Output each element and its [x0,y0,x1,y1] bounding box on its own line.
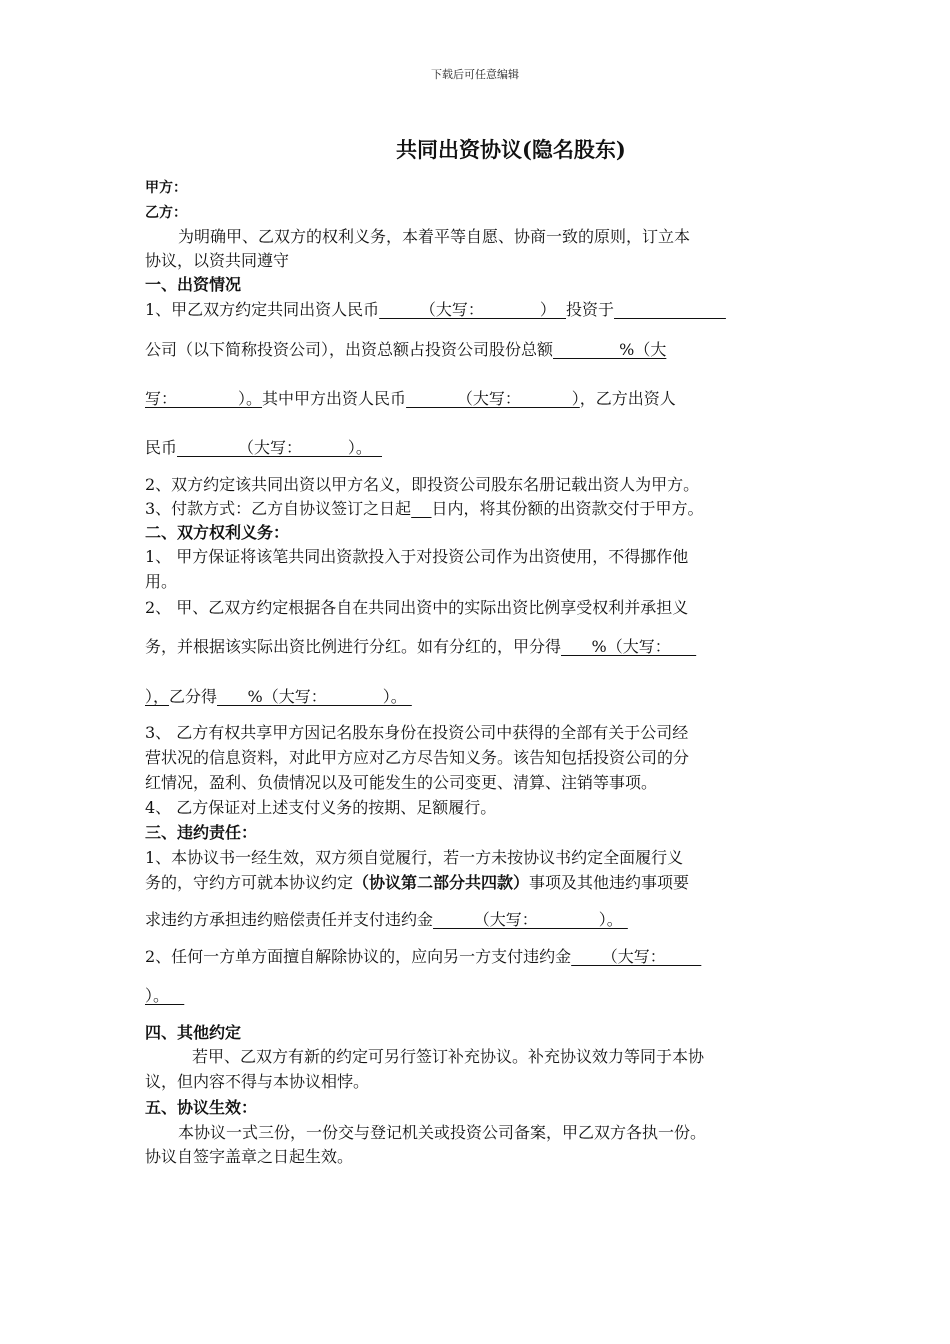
s2-clause-2-line-2 [145,636,696,658]
blank-party-a-dividend-end: ）， [145,687,170,706]
s3-clause-2-line-2 [145,985,184,1007]
blank-termination-penalty: （大写： [571,947,702,966]
s2-clause-2-line-3 [145,686,412,708]
s2-text: 乙分得 [169,687,218,706]
blank-payment-days [411,499,431,518]
s3-text: 求违约方承担违约赔偿责任并支付违约金 [145,910,434,929]
s1-clause-1-line-4 [145,437,382,459]
s3-emphasis: （协议第二部分共四款） [353,873,530,892]
blank-company-name [614,300,726,319]
s1-clause-1-line-3 [145,388,676,410]
s2-clause-2-line-1: 2、 甲、乙双方约定根据各自在共同出资中的实际出资比例享受权利并承担义 [145,598,689,617]
s2-clause-4: 4、 乙方保证对上述支付义务的按期、足额履行。 [145,798,497,817]
blank-share-percent: %（大 [553,340,667,359]
blank-party-b-amount: （大写： ）。 [177,438,382,457]
blank-total-amount: （大写： ） [379,300,566,319]
document-title: 共同出资协议(隐名股东) [396,137,626,162]
s3-clause-1-line-2 [145,872,689,894]
blank-share-percent-words: 写： ）。 [145,389,263,408]
blank-penalty-amount: （大写： ）。 [433,910,628,929]
s2-clause-3-line-3: 红情况，盈利、负债情况以及可能发生的公司变更、清算、注销等事项。 [145,773,658,792]
s1-text: 其中甲方出资人民币 [262,389,407,408]
s1-clause-2: 2、双方约定该共同出资以甲方名义，即投资公司股东名册记载出资人为甲方。 [145,475,700,494]
s1-text: ，乙方出资人 [579,389,676,408]
s5-para-line-1: 本协议一式三份，一份交与登记机关或投资公司备案，甲乙双方各执一份。 [178,1123,707,1142]
blank-party-a-amount: （大写： ） [406,389,580,408]
party-b-label: 乙方： [145,205,187,221]
section-1-heading: 一、出资情况 [145,275,242,294]
s2-clause-3-line-2: 营状况的信息资料，对此甲方应对乙方尽告知义务。该告知包括投资公司的分 [145,748,690,767]
s5-para-line-2: 协议自签字盖章之日起生效。 [145,1147,354,1166]
s1-clause-3 [145,498,704,520]
s3-clause-1-line-3 [145,909,628,931]
s1-text: 投资于 [566,300,615,319]
intro-line-2: 协议，以资共同遵守 [145,251,290,270]
s1-text: 公司（以下简称投资公司），出资总额占投资公司股份总额 [145,340,554,359]
s3-clause-1-line-1: 1、本协议书一经生效，双方须自觉履行，若一方未按协议书约定全面履行义 [145,848,684,867]
blank-party-a-dividend: %（大写： [561,637,697,656]
s3-text: 务的，守约方可就本协议约定 [145,873,354,892]
s1-text: 3、付款方式：乙方自协议签订之日起 [145,499,412,518]
s3-text: 2、任何一方单方面擅自解除协议的，应向另一方支付违约金 [145,947,572,966]
s2-text: 务，并根据该实际出资比例进行分红。如有分红的，甲分得 [145,637,562,656]
s1-text: 日内，将其份额的出资款交付于甲方。 [431,499,704,518]
s3-clause-2-line-1 [145,946,701,968]
s1-clause-1-line-1 [145,299,726,321]
s1-text: 1、甲乙双方约定共同出资人民币 [145,300,380,319]
page-header: 下载后可任意编辑 [431,68,519,81]
s1-clause-1-line-2 [145,339,666,361]
blank-party-b-dividend: %（大写： ）。 [217,687,412,706]
party-a-label: 甲方： [145,180,187,196]
s3-text: 事项及其他违约事项要 [529,873,690,892]
s4-para-line-2: 议，但内容不得与本协议相悖。 [145,1072,370,1091]
s2-clause-1-line-1: 1、 甲方保证将该笔共同出资款投入于对投资公司作为出资使用，不得挪作他 [145,547,689,566]
s4-para-line-1: 若甲、乙双方有新的约定可另行签订补充协议。补充协议效力等同于本协 [192,1047,705,1066]
blank-termination-penalty-end: ）。 [145,986,185,1005]
section-5-heading: 五、协议生效： [145,1098,258,1117]
section-3-heading: 三、违约责任： [145,823,258,842]
s1-text: 民币 [145,438,178,457]
s2-clause-3-line-1: 3、 乙方有权共享甲方因记名股东身份在投资公司中获得的全部有关于公司经 [145,723,689,742]
section-2-heading: 二、双方权利义务： [145,523,290,542]
intro-line-1: 为明确甲、乙双方的权利义务，本着平等自愿、协商一致的原则，订立本 [178,227,691,246]
s2-clause-1-line-2: 用。 [145,572,178,591]
section-4-heading: 四、其他约定 [145,1023,242,1042]
